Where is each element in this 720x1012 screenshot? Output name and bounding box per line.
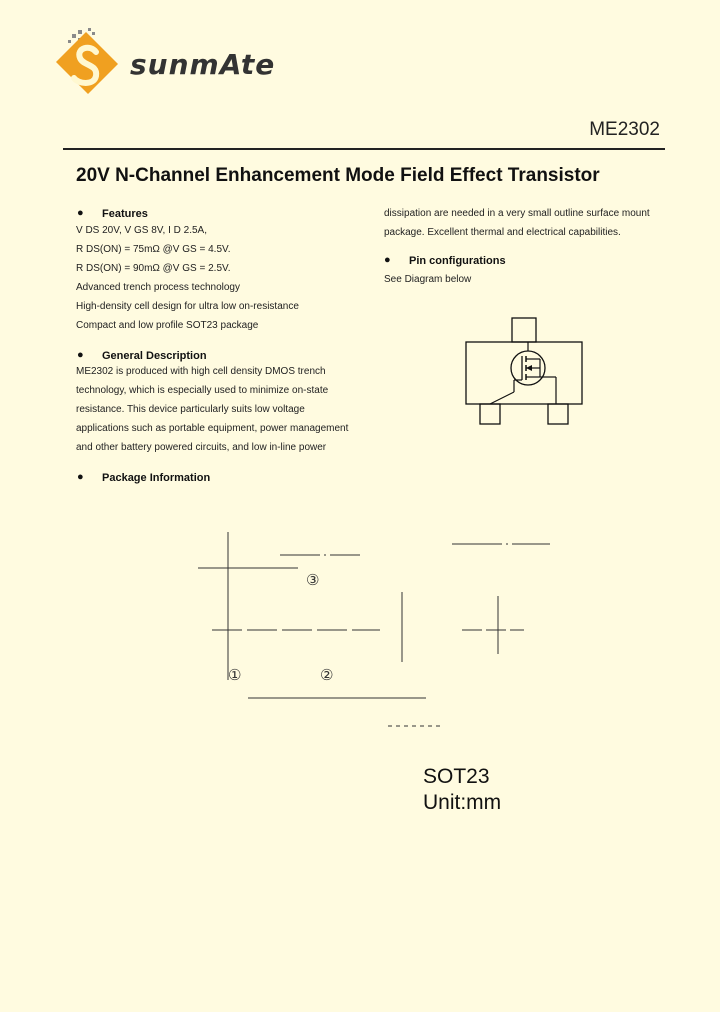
bullet-icon: ●	[77, 207, 84, 219]
package-information-heading: Package Information	[102, 472, 211, 484]
unit-label: Unit:mm	[423, 791, 502, 814]
feature-item: High-density cell design for ultra low on-resistance	[76, 301, 299, 312]
pin-configurations-heading: Pin configurations	[409, 255, 506, 267]
feature-item: Advanced trench process technology	[76, 282, 240, 293]
feature-item: Compact and low profile SOT23 package	[76, 320, 259, 331]
brand-logo-icon	[52, 28, 124, 100]
header-divider	[63, 148, 665, 150]
bullet-icon: ●	[77, 471, 84, 483]
features-heading: Features	[102, 208, 148, 220]
description-continued: dissipation are needed in a very small outline surface mount package. Excellent thermal and electrical capabilities.	[384, 208, 650, 238]
package-name: SOT23	[423, 765, 490, 788]
page-title: 20V N-Channel Enhancement Mode Field Effect Transistor	[76, 165, 600, 186]
brand-name: sunmAte	[130, 48, 276, 81]
pin-marker-1: ①	[228, 667, 242, 684]
feature-item: R DS(ON) = 90mΩ @V GS = 2.5V.	[76, 263, 231, 274]
package-outline-drawing	[180, 520, 550, 740]
general-description-text: ME2302 is produced with high cell density DMOS trench technology, which is especially used to minimize on-state resistance. This device particularly suits low voltage applications such as portable equipment, power management and other battery powered circuits, and low in-line power	[76, 366, 349, 453]
pin-marker-3: ③	[306, 572, 320, 589]
pin-diagram	[460, 314, 590, 426]
feature-item: V DS 20V, V GS 8V, I D 2.5A,	[76, 225, 208, 236]
part-number: ME2302	[589, 119, 660, 140]
feature-item: R DS(ON) = 75mΩ @V GS = 4.5V.	[76, 244, 231, 255]
bullet-icon: ●	[384, 254, 391, 266]
general-description-heading: General Description	[102, 350, 207, 362]
bullet-icon: ●	[77, 349, 84, 361]
pin-note: See Diagram below	[384, 274, 472, 285]
features-list	[76, 221, 376, 335]
pin-marker-2: ②	[320, 667, 334, 684]
